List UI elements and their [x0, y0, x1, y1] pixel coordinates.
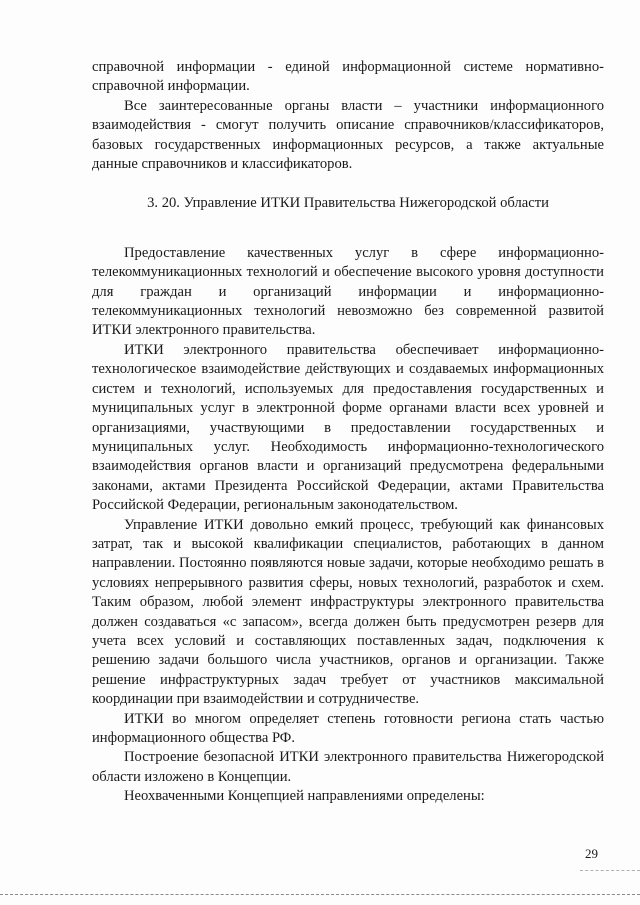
scan-edge-mark [580, 870, 640, 872]
scan-edge-line [0, 894, 640, 897]
paragraph: ИТКИ электронного правительства обеспечивает информационно-технологическое взаимодействие действующих и создаваемых информационных систем и технологий, используемых для предоставления государственных и муниципальных услуг в электронной форме органами власти всех уровней и организациями, участвующими в предоставлении государственных и муниципальных услуг. Необходимость информационно-технологического взаимодействия органов власти и организаций предусмотрена федеральными законами, актами Президента Российской Федерации, актами Правительства Российской Федерации, региональным законодательством. [92, 341, 604, 514]
document-body [92, 58, 604, 807]
paragraph: Неохваченными Концепцией направлениями определены: [124, 788, 485, 805]
paragraph-continuation: справочной информации - единой информационной системе нормативно-справочной информации. [92, 59, 604, 95]
paragraph: Построение безопасной ИТКИ электронного правительства Нижегородской области изложено в Концепции. [92, 749, 604, 785]
paragraph: Все заинтересованные органы власти – участники информационного взаимодействия - смогут получить описание справочников/классификаторов, базовых государственных информационных ресурсов, а также актуальные данные справочников и классификаторов. [92, 97, 604, 173]
page-number: 29 [585, 846, 598, 861]
paragraph: Предоставление качественных услуг в сфере информационно-телекоммуникационных технологий и обеспечение высокого уровня доступности для граждан и организаций информации и информационно-телекоммуникационных технологий невозможно без современной развитой ИТКИ электронного правительства. [92, 244, 604, 339]
paragraph: Управление ИТКИ довольно емкий процесс, требующий как финансовых затрат, так и высокой квалификации специалистов, работающих в данном направлении. Постоянно появляются новые задачи, которые необходимо решать в условиях непрерывного развития сферы, новых технологий, разработок и схем. Таким образом, любой элемент инфраструктуры электронного правительства должен создаваться «с запасом», всегда должен быть предусмотрен резерв для учета всех условий и составляющих поставленных задач, подключения к решению задачи большого числа участников, органов и организации. Также решение инфраструктурных задач требует от участников максимальной координации при взаимодействии и сотрудничестве. [92, 516, 604, 708]
paragraph: ИТКИ во многом определяет степень готовности региона стать частью информационного общества РФ. [92, 710, 604, 746]
section-heading: 3. 20. Управление ИТКИ Правительства Нижегородской области [147, 195, 549, 212]
